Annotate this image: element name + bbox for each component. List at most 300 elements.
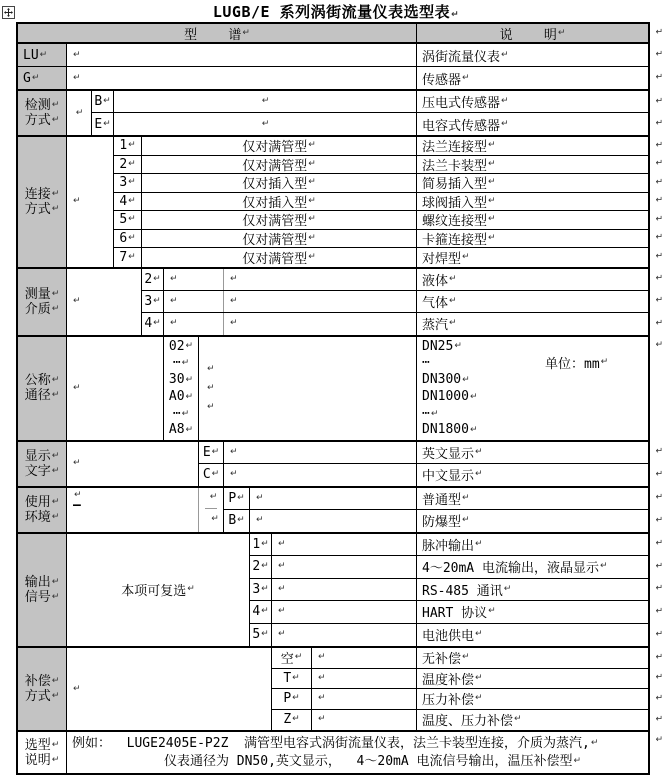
desc-text: 脉冲输出 xyxy=(422,538,475,554)
label-text: 连接 xyxy=(24,186,51,202)
paragraph-mark: ↵ xyxy=(230,318,238,328)
paragraph-mark: ↵ xyxy=(207,363,215,374)
paragraph-mark: ↵ xyxy=(185,425,194,436)
paragraph-mark: ↵ xyxy=(128,195,136,206)
end-of-row-mark: ↵ xyxy=(655,583,663,594)
paragraph-mark: ↵ xyxy=(31,72,40,83)
fill-cell[interactable] xyxy=(224,269,417,290)
label-text: 测量 xyxy=(24,286,51,302)
desc-text: RS-485 通讯 xyxy=(422,583,503,599)
paragraph-mark: ↵ xyxy=(308,158,316,169)
paragraph-mark: ↵ xyxy=(278,606,286,617)
paragraph-mark: ↵ xyxy=(557,27,566,38)
code-text: 30 xyxy=(168,372,185,388)
desc-cell[interactable] xyxy=(417,710,648,731)
empty-cell[interactable] xyxy=(67,67,417,89)
fill-cell[interactable] xyxy=(164,269,224,290)
section-medium xyxy=(18,269,663,337)
desc-text: 蒸汽 xyxy=(422,318,449,333)
code-text: 02 xyxy=(168,338,185,354)
desc-text: 球阀插入型 xyxy=(422,195,488,211)
desc-list-cell[interactable] xyxy=(417,337,648,440)
row-lu xyxy=(18,44,663,67)
fill-cell[interactable] xyxy=(312,648,417,668)
paragraph-mark: ↵ xyxy=(292,714,300,725)
desc-text: DN1000 xyxy=(422,388,469,404)
spacer-cell[interactable] xyxy=(67,269,142,335)
paragraph-mark: ↵ xyxy=(469,391,478,402)
paragraph-mark: ↵ xyxy=(590,738,599,748)
note-cell[interactable] xyxy=(142,230,417,248)
code-text: Z xyxy=(283,712,292,728)
paragraph-mark: ↵ xyxy=(51,576,60,587)
code-text: T xyxy=(283,670,292,686)
label-cell-display[interactable] xyxy=(18,442,67,486)
desc-text: 卡箍连接型 xyxy=(422,232,488,248)
paragraph-mark: ↵ xyxy=(261,118,270,129)
narrow-cell[interactable] xyxy=(199,488,224,532)
fill-cell[interactable] xyxy=(272,579,417,601)
code-cell[interactable] xyxy=(92,113,114,135)
paragraph-mark: ↵ xyxy=(73,196,81,207)
paragraph-mark: ↵ xyxy=(242,27,250,38)
paragraph-mark: ↵ xyxy=(488,158,496,169)
paragraph-mark: ↵ xyxy=(103,96,111,106)
header-desc-cell[interactable] xyxy=(417,24,648,42)
spacer-cell[interactable] xyxy=(67,137,114,267)
desc-text: 简易插入型 xyxy=(422,177,488,193)
label-text: 环境 xyxy=(24,509,51,525)
paragraph-mark: ↵ xyxy=(74,489,82,500)
dash-mark: — xyxy=(73,497,81,513)
desc-text: DN25 xyxy=(422,338,454,354)
paragraph-mark: ↵ xyxy=(318,652,326,663)
code-cell[interactable] xyxy=(199,442,224,463)
paragraph-mark: ↵ xyxy=(469,425,478,436)
desc-cell[interactable] xyxy=(417,313,648,335)
desc-cell[interactable] xyxy=(417,624,648,647)
desc-cell[interactable] xyxy=(417,601,648,623)
desc-cell[interactable] xyxy=(417,193,648,211)
end-of-row-mark: ↵ xyxy=(655,672,663,683)
paragraph-mark: ↵ xyxy=(51,203,60,214)
desc-text: 气体 xyxy=(422,295,449,311)
code-text: P xyxy=(228,490,237,506)
code-list-cell[interactable] xyxy=(164,337,199,440)
label-text: 输出 xyxy=(24,574,51,590)
note-text: 仅对满管型 xyxy=(242,214,308,230)
note-cell[interactable] xyxy=(142,137,417,155)
paragraph-mark: ↵ xyxy=(51,739,60,750)
paragraph-mark: ↵ xyxy=(209,492,218,503)
desc-text: 螺纹连接型 xyxy=(422,214,488,230)
label-text: 使用 xyxy=(24,494,51,510)
end-of-row-mark: ↵ xyxy=(655,606,663,617)
label-text: 方式 xyxy=(24,689,51,704)
label-cell-detect[interactable] xyxy=(18,91,67,135)
paragraph-mark: ↵ xyxy=(501,96,509,106)
note-cell[interactable] xyxy=(142,193,417,211)
paragraph-mark: ↵ xyxy=(308,177,316,188)
paragraph-mark: ↵ xyxy=(318,714,326,725)
paragraph-mark: ↵ xyxy=(308,214,316,225)
paragraph-mark: ↵ xyxy=(51,390,60,400)
paragraph-mark: ↵ xyxy=(128,177,136,188)
desc-text: 压电式传感器 xyxy=(422,96,501,111)
code-cell[interactable] xyxy=(114,193,142,211)
fill-cell[interactable] xyxy=(250,510,417,532)
paragraph-mark: ↵ xyxy=(230,446,238,457)
desc-text: ⋯ xyxy=(422,405,430,421)
end-of-row-mark: ↵ xyxy=(655,251,663,262)
end-of-row-mark: ↵ xyxy=(655,177,663,188)
desc-text: 电池供电 xyxy=(422,629,475,645)
label-text: 检测 xyxy=(24,98,51,113)
desc-cell[interactable] xyxy=(417,534,648,556)
end-of-row-mark: ↵ xyxy=(655,469,663,479)
paragraph-mark: ↵ xyxy=(475,672,483,683)
end-of-row-mark: ↵ xyxy=(655,492,663,503)
desc-cell[interactable] xyxy=(417,174,648,192)
label-cell-g[interactable] xyxy=(18,67,67,89)
paragraph-mark: ↵ xyxy=(488,140,496,151)
desc-cell[interactable] xyxy=(417,291,648,312)
desc-cell[interactable] xyxy=(417,579,648,601)
end-of-row-mark: ↵ xyxy=(655,339,663,350)
code-cell[interactable] xyxy=(224,510,250,532)
code-cell[interactable] xyxy=(142,269,164,290)
fill-cell[interactable] xyxy=(114,91,417,112)
code-text: C xyxy=(202,467,211,482)
paragraph-mark: ↵ xyxy=(278,538,286,549)
label-text: 公称 xyxy=(24,373,51,388)
paragraph-mark: ↵ xyxy=(185,391,194,402)
paragraph-mark: ↵ xyxy=(128,140,136,151)
title-text: LUGB/E 系列涡街流量仪表选型表 xyxy=(212,3,451,21)
desc-cell[interactable] xyxy=(417,269,648,290)
paragraph-mark: ↵ xyxy=(488,177,496,188)
code-cell[interactable] xyxy=(250,579,272,601)
paragraph-mark: ↵ xyxy=(308,232,316,243)
paragraph-mark: ↵ xyxy=(600,356,609,367)
end-of-row-mark: ↵ xyxy=(655,195,663,206)
code-text: 2 xyxy=(119,156,128,172)
paragraph-mark: ↵ xyxy=(449,273,457,284)
label-text: 补偿 xyxy=(24,674,51,689)
note-cell[interactable] xyxy=(67,534,250,647)
label-text: LU xyxy=(23,47,39,63)
label-cell-compensation[interactable] xyxy=(18,648,67,730)
code-cell[interactable] xyxy=(114,248,142,267)
desc-text: 普通型 xyxy=(422,492,462,508)
fill-cell[interactable] xyxy=(164,291,224,312)
paragraph-mark: ↵ xyxy=(128,251,136,262)
paragraph-mark: ↵ xyxy=(256,515,264,525)
code-text: 1 xyxy=(119,138,128,154)
paragraph-mark: ↵ xyxy=(462,652,470,663)
paragraph-mark: ↵ xyxy=(51,496,60,507)
label-text: 通径 xyxy=(24,388,51,403)
example-line1: 例如： LUGE2405E-P2Z 满管型电容式涡街流量仪表，法兰卡装型连接，介质为蒸汽, xyxy=(72,735,590,751)
paragraph-mark: ↵ xyxy=(462,72,470,83)
code-cell[interactable] xyxy=(199,464,224,486)
paragraph-mark: ↵ xyxy=(462,515,470,525)
fill-cell[interactable] xyxy=(272,534,417,556)
paragraph-mark: ↵ xyxy=(73,382,81,393)
code-cell[interactable] xyxy=(92,91,114,112)
code-cell[interactable] xyxy=(250,534,272,556)
code-text: 4 xyxy=(144,316,153,331)
table-header-row xyxy=(18,24,663,44)
page-title[interactable] xyxy=(0,1,672,22)
spacer-cell[interactable] xyxy=(67,648,272,730)
paragraph-mark: ↵ xyxy=(488,606,496,617)
header-model-label: 型 谱 xyxy=(184,27,242,43)
code-cell[interactable] xyxy=(272,710,312,731)
desc-cell[interactable] xyxy=(417,91,648,112)
desc-cell[interactable] xyxy=(417,488,648,509)
header-desc-label: 说 明 xyxy=(499,27,557,43)
paragraph-mark: ↵ xyxy=(237,492,245,503)
paragraph-mark: ↵ xyxy=(51,303,60,314)
spacer-cell[interactable] xyxy=(67,442,199,486)
spacer-cell[interactable] xyxy=(67,488,199,532)
paragraph-mark: ↵ xyxy=(261,561,269,572)
desc-cell[interactable] xyxy=(417,67,648,89)
fill-cell[interactable] xyxy=(114,113,417,135)
end-of-row-mark: ↵ xyxy=(655,232,663,243)
desc-cell[interactable] xyxy=(417,248,648,267)
fill-cell[interactable] xyxy=(224,442,417,463)
code-cell[interactable] xyxy=(114,174,142,192)
label-cell-output[interactable] xyxy=(18,534,67,647)
code-text: 1 xyxy=(252,536,261,552)
paragraph-mark: ↵ xyxy=(308,251,316,262)
fill-cell[interactable] xyxy=(224,291,417,312)
end-of-row-mark: ↵ xyxy=(655,49,663,60)
code-cell[interactable] xyxy=(224,488,250,509)
paragraph-mark: ↵ xyxy=(294,652,303,663)
paragraph-mark: ↵ xyxy=(475,629,483,640)
desc-text: 法兰连接型 xyxy=(422,140,488,156)
paragraph-mark: ↵ xyxy=(211,446,220,457)
code-cell[interactable] xyxy=(272,648,312,668)
paragraph-mark: ↵ xyxy=(501,118,509,129)
code-text: P xyxy=(283,691,292,707)
code-text: 4 xyxy=(119,193,128,209)
paragraph-mark: ↵ xyxy=(73,72,81,83)
section-selection-example xyxy=(18,732,663,773)
fill-cell[interactable] xyxy=(312,710,417,731)
label-text: 介质 xyxy=(24,301,51,317)
paragraph-mark: ↵ xyxy=(51,288,60,299)
note-cell[interactable] xyxy=(142,211,417,229)
empty-cell[interactable] xyxy=(67,44,417,66)
desc-cell[interactable] xyxy=(417,137,648,155)
fill-cell[interactable] xyxy=(250,488,417,509)
section-display-language xyxy=(18,442,663,488)
spacer-cell[interactable] xyxy=(67,91,92,135)
end-of-row-mark: ↵ xyxy=(655,693,663,704)
paragraph-mark: ↵ xyxy=(51,676,60,686)
fill-cell[interactable] xyxy=(199,337,417,440)
paragraph-mark: ↵ xyxy=(51,188,60,199)
label-text: 信号 xyxy=(24,589,51,605)
code-text: 5 xyxy=(252,627,261,643)
code-cell[interactable] xyxy=(114,156,142,174)
paragraph-mark: ↵ xyxy=(475,538,483,549)
end-of-row-mark: ↵ xyxy=(655,538,663,549)
note-text: 仅对插入型 xyxy=(242,177,308,193)
label-cell-diameter[interactable] xyxy=(18,337,67,440)
desc-text: ⋯ xyxy=(422,355,430,371)
section-output-signal xyxy=(18,534,663,649)
paragraph-mark: ↵ xyxy=(73,49,81,60)
row-g xyxy=(18,67,663,91)
paragraph-mark: ↵ xyxy=(278,583,286,594)
desc-cell[interactable] xyxy=(417,44,648,66)
paragraph-mark: ↵ xyxy=(181,408,190,419)
desc-cell[interactable] xyxy=(417,556,648,578)
paragraph-mark: ↵ xyxy=(318,672,326,683)
code-text: 4 xyxy=(252,604,261,620)
desc-cell[interactable] xyxy=(417,510,648,532)
note-text: 仅对满管型 xyxy=(242,232,308,248)
section-connection-mode xyxy=(18,137,663,269)
paragraph-mark: ↵ xyxy=(181,358,190,369)
code-text: 3 xyxy=(119,175,128,191)
note-cell[interactable] xyxy=(142,174,417,192)
code-cell[interactable] xyxy=(250,601,272,623)
code-text: B xyxy=(228,513,237,528)
desc-text: 中文显示 xyxy=(422,469,475,484)
paragraph-mark: ↵ xyxy=(451,10,460,20)
desc-cell[interactable] xyxy=(417,442,648,463)
paragraph-mark: ↵ xyxy=(454,341,462,352)
paragraph-mark: ↵ xyxy=(170,318,178,328)
fill-cell[interactable] xyxy=(272,601,417,623)
label-cell-lu[interactable] xyxy=(18,44,67,66)
paragraph-mark: ↵ xyxy=(187,584,195,595)
paragraph-mark: ↵ xyxy=(153,273,161,284)
paragraph-mark: ↵ xyxy=(170,273,178,284)
fill-cell[interactable] xyxy=(224,464,417,486)
paragraph-mark: ↵ xyxy=(211,469,220,479)
fill-cell[interactable] xyxy=(272,624,417,647)
paragraph-mark: ↵ xyxy=(128,214,136,225)
note-cell[interactable] xyxy=(142,156,417,174)
code-cell[interactable] xyxy=(114,137,142,155)
desc-text: 法兰卡装型 xyxy=(422,158,488,174)
desc-text: 防爆型 xyxy=(422,515,462,530)
note-text: 本项可复选 xyxy=(121,584,187,600)
code-cell[interactable] xyxy=(272,669,312,689)
header-model-cell[interactable] xyxy=(18,24,417,42)
code-text: 6 xyxy=(119,230,128,246)
desc-cell[interactable] xyxy=(417,669,648,689)
label-cell-connect[interactable] xyxy=(18,137,67,267)
fill-cell[interactable] xyxy=(164,313,224,335)
example-cell[interactable] xyxy=(67,732,648,773)
label-text: G xyxy=(23,70,31,86)
section-nominal-diameter xyxy=(18,337,663,442)
code-cell[interactable] xyxy=(114,211,142,229)
desc-cell[interactable] xyxy=(417,113,648,135)
code-text: ⋯ xyxy=(172,405,181,421)
desc-text: 传感器 xyxy=(422,72,462,88)
end-of-row-mark: ↵ xyxy=(655,318,663,328)
code-cell[interactable] xyxy=(250,624,272,647)
desc-text: 涡街流量仪表 xyxy=(422,49,501,65)
paragraph-mark: ↵ xyxy=(308,195,316,206)
code-text: B xyxy=(94,94,103,109)
label-text: 显示 xyxy=(24,448,51,464)
paragraph-mark: ↵ xyxy=(230,469,238,479)
section-environment xyxy=(18,488,663,534)
paragraph-mark: ↵ xyxy=(51,450,60,461)
note-text: 仅对满管型 xyxy=(242,251,308,267)
note-cell[interactable] xyxy=(142,248,417,267)
paragraph-mark: ↵ xyxy=(318,693,326,704)
paragraph-mark: ↵ xyxy=(278,561,286,572)
label-text: 方式 xyxy=(24,113,51,128)
desc-text: 温度、压力补偿 xyxy=(422,714,514,730)
end-of-row-mark: ↵ xyxy=(655,96,663,106)
desc-text: 压力补偿 xyxy=(422,693,475,709)
desc-cell[interactable] xyxy=(417,211,648,229)
paragraph-mark: ↵ xyxy=(599,561,608,572)
label-cell-medium[interactable] xyxy=(18,269,67,335)
code-text: 空 xyxy=(280,652,294,668)
paragraph-mark: ↵ xyxy=(51,465,60,476)
paragraph-mark: ↵ xyxy=(237,515,245,525)
note-text: 仅对满管型 xyxy=(242,140,308,156)
paragraph-mark: ↵ xyxy=(51,591,60,602)
fill-cell[interactable] xyxy=(224,313,417,335)
paragraph-mark: ↵ xyxy=(230,273,238,284)
desc-cell[interactable] xyxy=(417,464,648,486)
fill-cell[interactable] xyxy=(312,689,417,709)
code-cell[interactable] xyxy=(142,291,164,312)
code-text: 7 xyxy=(119,249,128,265)
example-line2: 仪表通径为 DN50,英文显示， 4～20mA 电流信号输出，温压补偿型 xyxy=(163,753,573,769)
paragraph-mark: ↵ xyxy=(51,691,60,701)
end-of-row-mark: ↵ xyxy=(655,140,663,151)
code-cell[interactable] xyxy=(250,556,272,578)
desc-cell[interactable] xyxy=(417,689,648,709)
label-cell-environment[interactable] xyxy=(18,488,67,532)
paragraph-mark: ↵ xyxy=(261,583,269,594)
paragraph-mark: ↵ xyxy=(256,492,264,503)
spacer-cell[interactable] xyxy=(67,337,164,440)
paragraph-mark: ↵ xyxy=(488,195,496,206)
desc-cell[interactable] xyxy=(417,648,648,668)
fill-cell[interactable] xyxy=(272,556,417,578)
end-of-row-mark: ↵ xyxy=(655,652,663,663)
paragraph-mark: ↵ xyxy=(230,295,238,306)
code-text: 3 xyxy=(252,581,261,597)
desc-text: 电容式传感器 xyxy=(422,118,501,134)
code-cell[interactable] xyxy=(272,689,312,709)
code-cell[interactable] xyxy=(142,313,164,335)
fill-cell[interactable] xyxy=(312,669,417,689)
desc-cell[interactable] xyxy=(417,156,648,174)
desc-cell[interactable] xyxy=(417,230,648,248)
paragraph-mark: ↵ xyxy=(153,318,161,328)
desc-text: 温度补偿 xyxy=(422,672,475,688)
label-cell-selection[interactable] xyxy=(18,732,67,773)
code-cell[interactable] xyxy=(114,230,142,248)
